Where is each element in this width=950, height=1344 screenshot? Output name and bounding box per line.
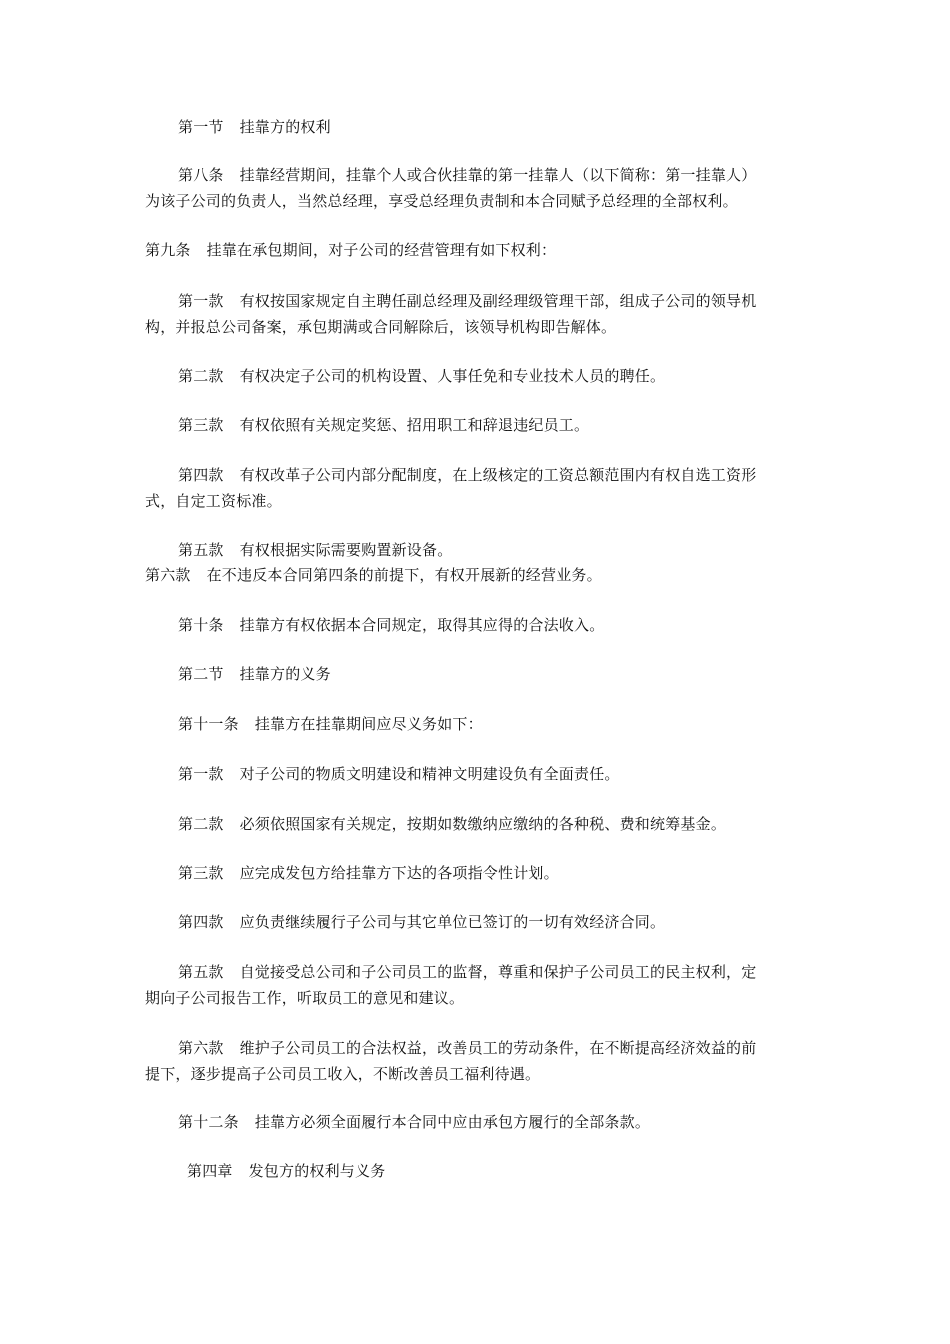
article-paragraph: 第九条 挂靠在承包期间，对子公司的经营管理有如下权利： — [145, 241, 557, 259]
article-paragraph-continuation: 为该子公司的负责人，当然总经理，享受总经理负责制和本合同赋予总经理的全部权利。 — [145, 192, 738, 210]
clause-paragraph: 第四款 应负责继续履行子公司与其它单位已签订的一切有效经济合同。 — [178, 913, 666, 931]
clause-paragraph: 第四款 有权改革子公司内部分配制度，在上级核定的工资总额范围内有权自选工资形 — [178, 466, 757, 484]
clause-paragraph: 第六款 维护子公司员工的合法权益，改善员工的劳动条件，在不断提高经济效益的前 — [178, 1039, 757, 1057]
clause-paragraph-continuation: 提下，逐步提高子公司员工收入，不断改善员工福利待遇。 — [145, 1065, 541, 1083]
clause-paragraph: 第五款 有权根据实际需要购置新设备。 — [178, 541, 453, 559]
clause-paragraph: 第六款 在不违反本合同第四条的前提下，有权开展新的经营业务。 — [145, 566, 602, 584]
clause-paragraph: 第二款 必须依照国家有关规定，按期如数缴纳应缴纳的各种税、费和统筹基金。 — [178, 815, 727, 833]
clause-paragraph: 第五款 自觉接受总公司和子公司员工的监督，尊重和保护子公司员工的民主权利，定 — [178, 963, 757, 981]
clause-paragraph: 第一款 有权按国家规定自主聘任副总经理及副经理级管理干部，组成子公司的领导机 — [178, 292, 757, 310]
article-paragraph: 第十条 挂靠方有权依据本合同规定，取得其应得的合法收入。 — [178, 616, 605, 634]
clause-paragraph-continuation: 期向子公司报告工作，听取员工的意见和建议。 — [145, 989, 465, 1007]
clause-paragraph-continuation: 构，并报总公司备案，承包期满或合同解除后，该领导机构即告解体。 — [145, 318, 617, 336]
section-heading: 第一节 挂靠方的权利 — [178, 118, 331, 136]
clause-paragraph: 第一款 对子公司的物质文明建设和精神文明建设负有全面责任。 — [178, 765, 620, 783]
clause-paragraph: 第二款 有权决定子公司的机构设置、人事任免和专业技术人员的聘任。 — [178, 367, 666, 385]
clause-paragraph: 第三款 有权依照有关规定奖惩、招用职工和辞退违纪员工。 — [178, 416, 590, 434]
article-paragraph: 第八条 挂靠经营期间，挂靠个人或合伙挂靠的第一挂靠人（以下简称：第一挂靠人） — [178, 166, 757, 184]
clause-paragraph-continuation: 式，自定工资标准。 — [145, 492, 282, 510]
section-heading: 第二节 挂靠方的义务 — [178, 665, 331, 683]
article-paragraph: 第十二条 挂靠方必须全面履行本合同中应由承包方履行的全部条款。 — [178, 1113, 651, 1131]
article-paragraph: 第十一条 挂靠方在挂靠期间应尽义务如下： — [178, 715, 483, 733]
clause-paragraph: 第三款 应完成发包方给挂靠方下达的各项指令性计划。 — [178, 864, 559, 882]
chapter-heading: 第四章 发包方的权利与义务 — [187, 1162, 386, 1180]
